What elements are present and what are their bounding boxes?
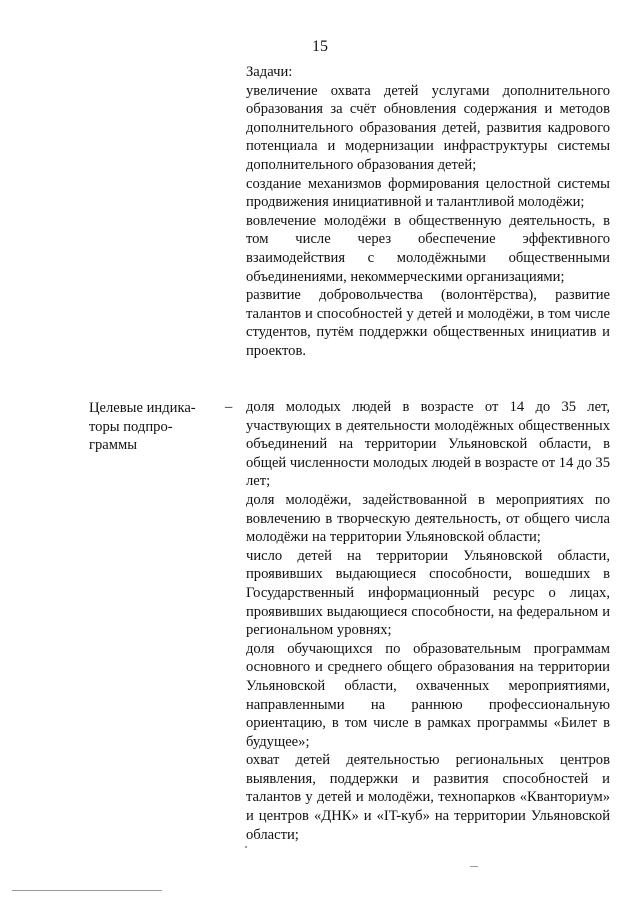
tasks-heading: Задачи: [246,64,293,80]
indicators-dash: – [225,399,233,415]
indicator-item: доля обучающихся по образовательным программам основного и среднего общего образования на территории Ульяновской области, охваченных мероприятиями, направленными на раннюю профессиональную ориентацию, в том числе в рамках программы «Билет в будущее»; [246,640,610,750]
indicators-label: Целевые индика- торы подпро- граммы [89,400,196,454]
scan-artifact [12,890,162,891]
page-number: 15 [312,38,328,55]
indicator-item: доля молодых людей в возрасте от 14 до 35 лет, участвующих в деятельности молодёжных общественных объединений на территории Ульяновской области, в общей численности молодых людей в возрасте от 14 до 35 лет; [246,399,610,490]
indicator-item: охват детей деятельностью региональных центров выявления, поддержки и развития способностей и талантов у детей и молодёжи, технопарков «Кванториум» и центров «ДНК» и «IT-куб» на территории Ульяновской области; [246,752,610,843]
indicators-section [246,398,610,844]
indicator-item: доля молодёжи, задействованной в мероприятиях по вовлечению в творческую деятельность, от общего числа молодёжи на территории Ульяновской области; [246,491,610,546]
task-item: создание механизмов формирования целостной системы продвижения инициативной и талантливой молодёжи; [246,175,610,211]
scan-artifact [470,866,478,867]
scan-artifact [245,846,247,848]
task-item: увеличение охвата детей услугами дополнительного образования за счёт обновления содержания и методов дополнительного образования детей, развития кадрового потенциала и модернизации инфраструктуры системы дополнительного образования детей; [246,82,610,173]
indicator-item: число детей на территории Ульяновской области, проявивших выдающиеся способности, вошедших в Государственный информационный ресурс о лицах, проявивших выдающиеся способности, на федеральном и региональном уровнях; [246,547,610,639]
tasks-section [246,63,610,361]
task-item: вовлечение молодёжи в общественную деятельность, в том числе через обеспечение эффективного взаимодействия с молодёжными общественными объединениями, некоммерческими организациями; [246,212,610,285]
task-item: развитие добровольчества (волонтёрства), развитие талантов и способностей у детей и молодёжи, в том числе студентов, путём поддержки общественных инициатив и проектов. [246,287,610,359]
